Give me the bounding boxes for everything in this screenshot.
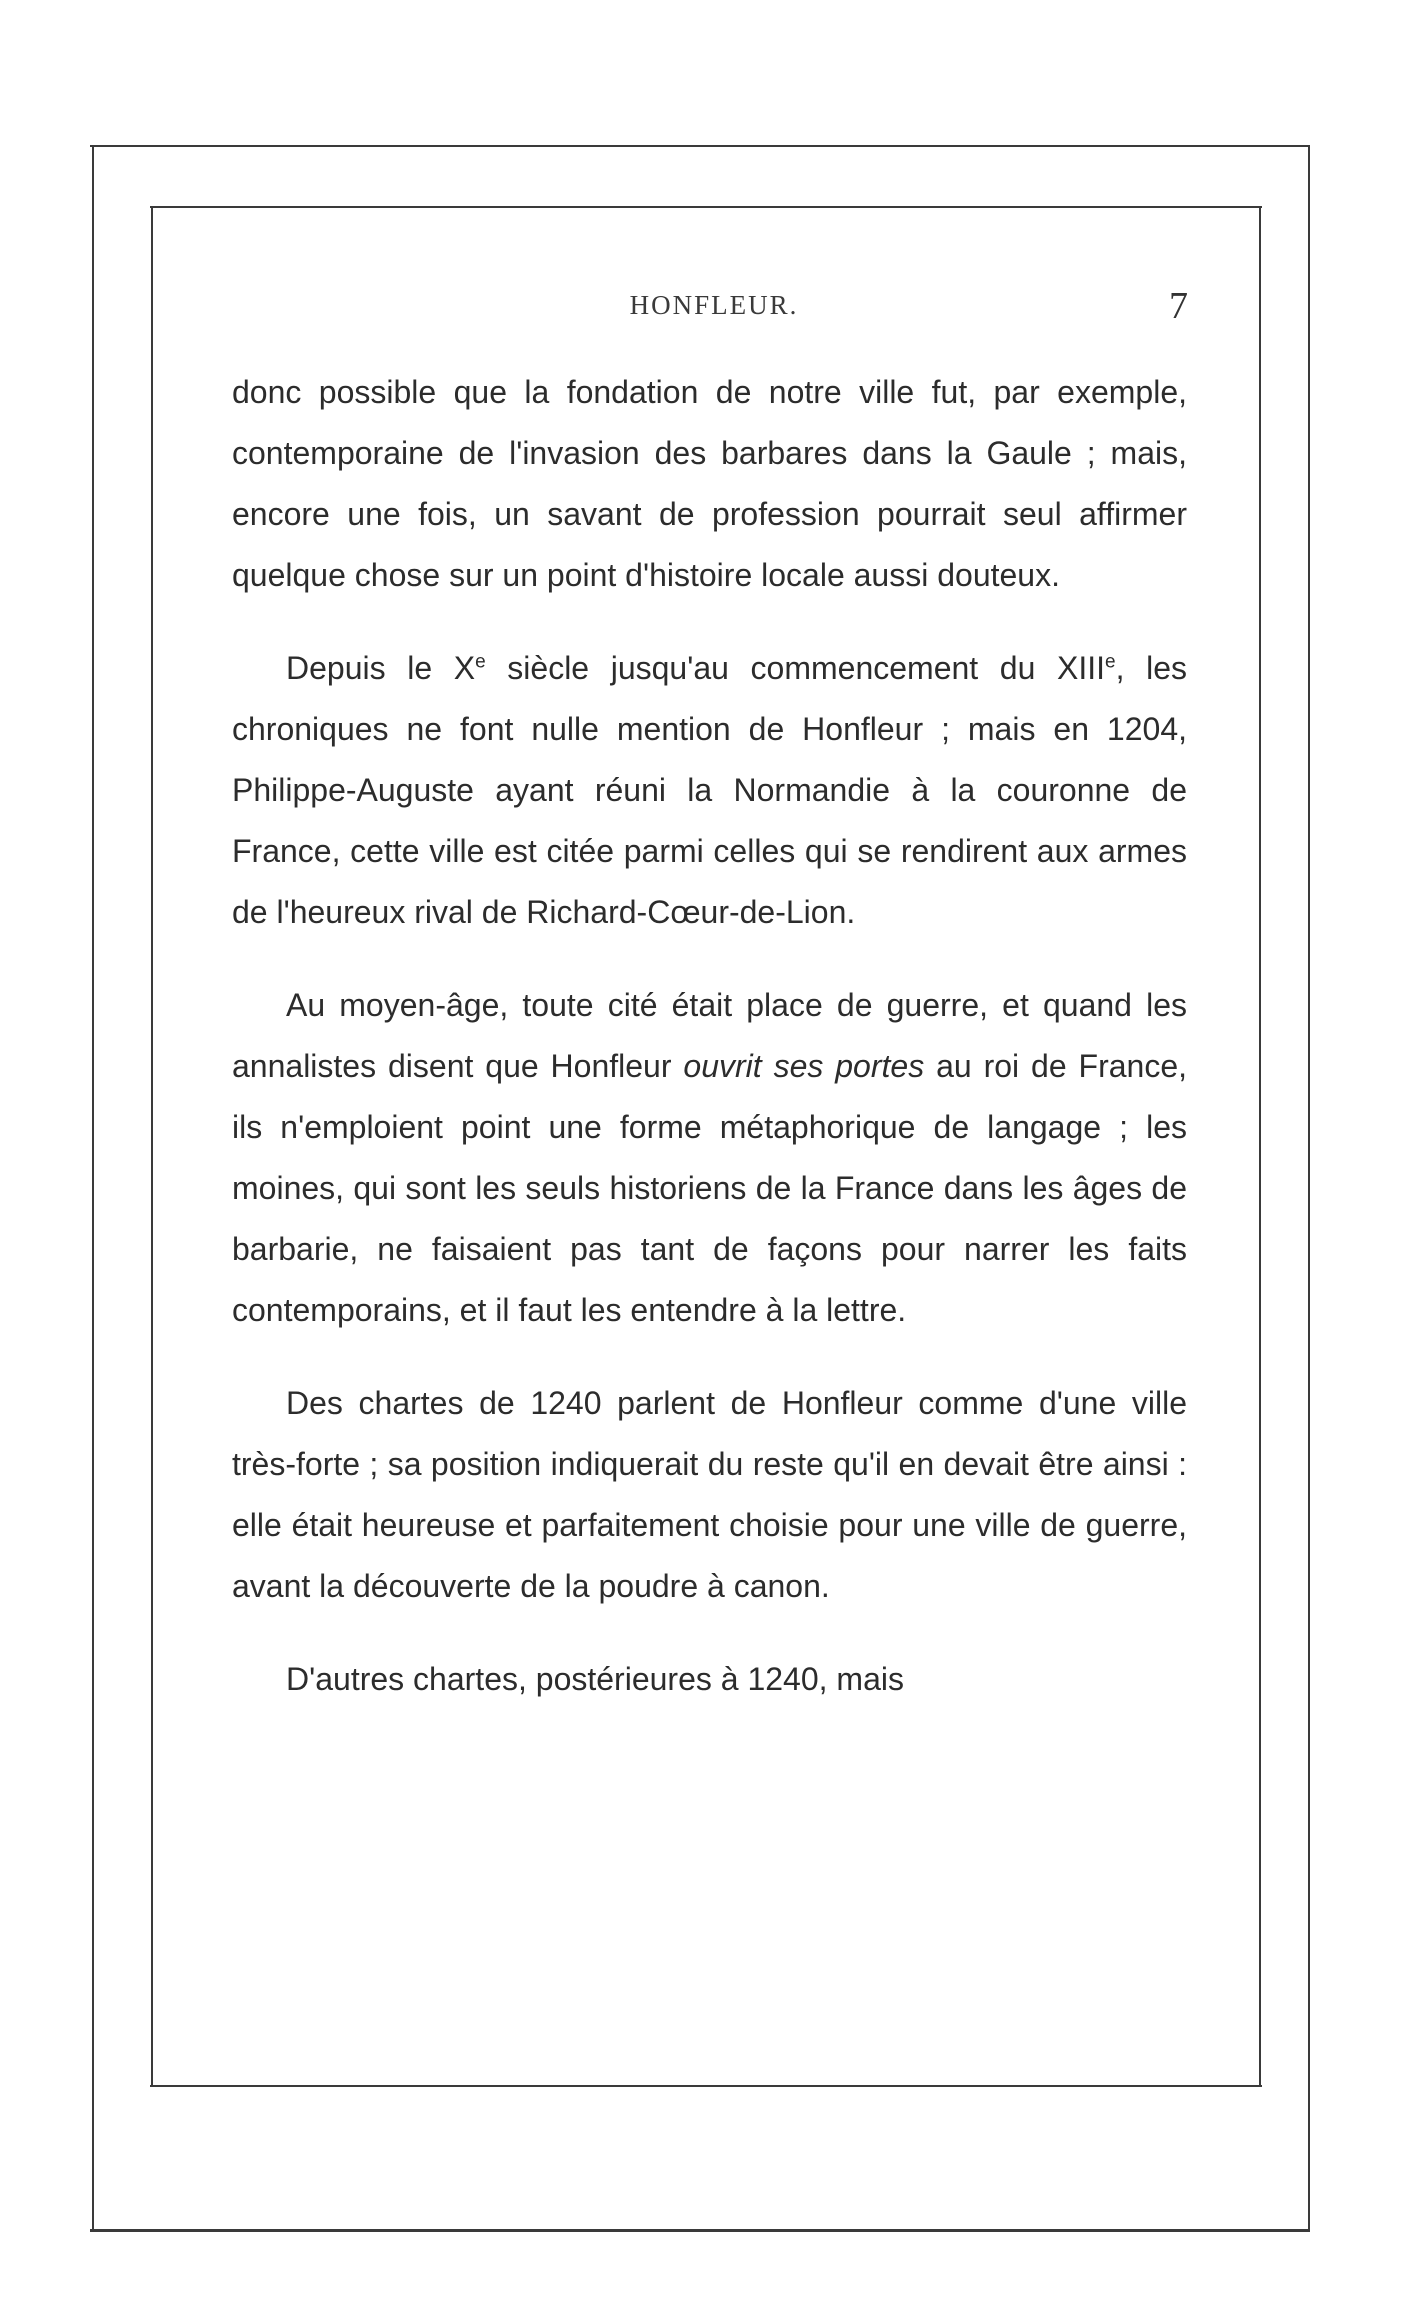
running-title: HONFLEUR. bbox=[629, 290, 799, 320]
paragraph-2-text-b: siècle jusqu'au commencement du XIII bbox=[485, 650, 1106, 686]
outer-frame-top bbox=[90, 145, 1310, 147]
inner-frame-right bbox=[1259, 206, 1261, 2086]
paragraph-2-text-c: , les chroniques ne font nulle mention de Honfleur ; mais en 1204, Philippe-Auguste ayant réuni la Normandie à la couronne de France, cette ville est citée parmi celles qui se rendirent aux armes de l'heureux rival de Richard-Cœur-de-Lion. bbox=[232, 650, 1188, 930]
paragraph-3-italic: ouvrit ses portes bbox=[683, 1048, 925, 1084]
paragraph-5: D'autres chartes, postérieures à 1240, mais bbox=[286, 1661, 904, 1697]
paragraph-3-text-a: Au moyen-âge, toute cité était place de guerre, et quand les annalistes disent que Honfleur bbox=[232, 987, 1187, 1084]
paragraph-3 bbox=[232, 975, 1187, 1341]
paragraph-2-text-a: Depuis le X bbox=[286, 650, 476, 686]
century-superscript-1: e bbox=[475, 651, 486, 673]
paragraph-1: donc possible que la fondation de notre ville fut, par exemple, contemporaine de l'invasion des barbares dans la Gaule ; mais, encore une fois, un savant de profession pourrait seul affirmer quelque chose sur un point d'histoire locale aussi douteux. bbox=[232, 374, 1187, 593]
page-number: 7 bbox=[1169, 285, 1188, 327]
inner-frame-bottom bbox=[150, 2085, 1262, 2087]
outer-frame-left bbox=[92, 145, 94, 2231]
paragraph-4: Des chartes de 1240 parlent de Honfleur comme d'une ville très-forte ; sa position indiquerait du reste qu'il en devait être ainsi : elle était heureuse et parfaitement choisie pour une ville de guerre, avant la découverte de la poudre à canon. bbox=[232, 1385, 1187, 1604]
page-header bbox=[234, 284, 1194, 334]
century-superscript-2: e bbox=[1105, 651, 1116, 673]
inner-frame-top bbox=[150, 206, 1262, 208]
paragraph-3-text-b: au roi de France, ils n'emploient point une forme métaphorique de langage ; les moines, qui sont les seuls historiens de la France dans les âges de barbarie, ne faisaient pas tant de façons pour narrer les faits contemporains, et il faut les entendre à la lettre. bbox=[232, 1048, 1188, 1328]
inner-frame-left bbox=[151, 206, 153, 2086]
body-text bbox=[232, 362, 1187, 1742]
paragraph-2 bbox=[232, 638, 1187, 943]
outer-frame-bottom bbox=[90, 2229, 1310, 2232]
outer-frame-right bbox=[1308, 145, 1310, 2231]
